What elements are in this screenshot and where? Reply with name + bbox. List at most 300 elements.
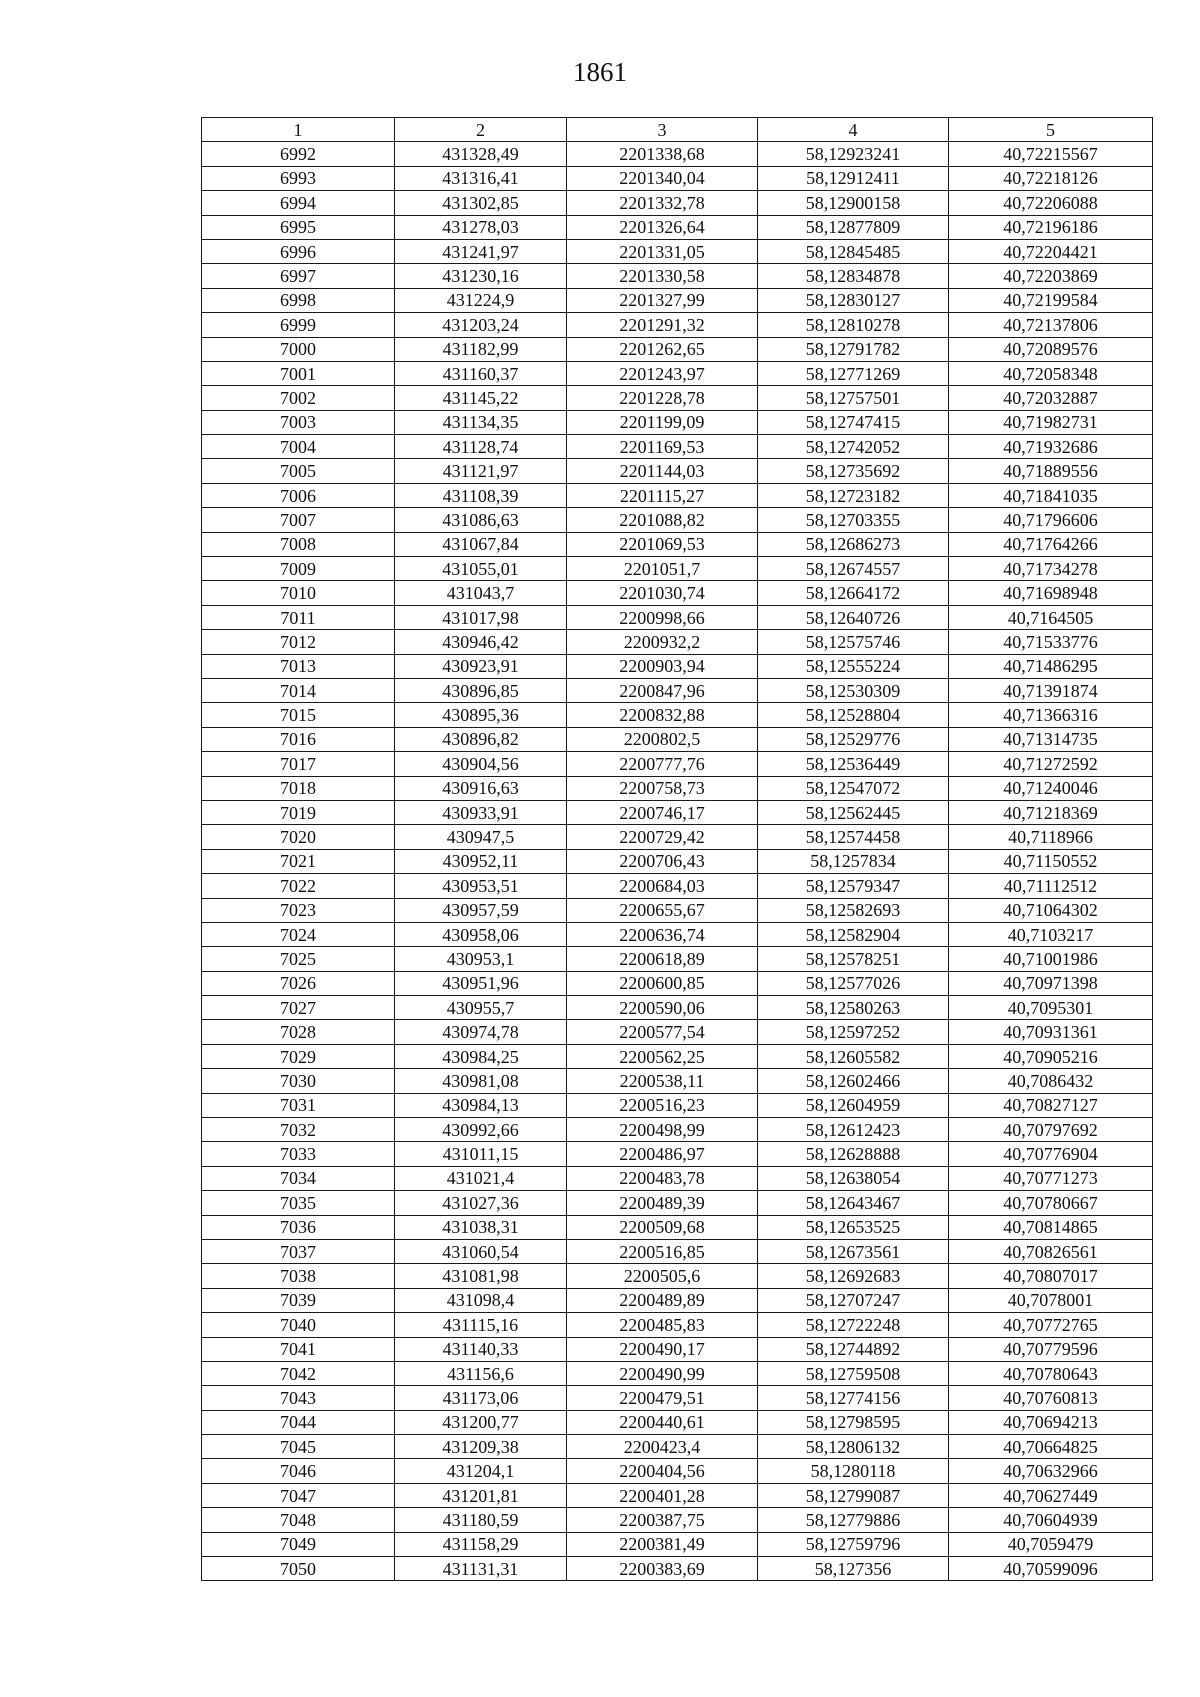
table-cell: 6997 — [202, 264, 395, 288]
table-row — [202, 874, 1153, 898]
table-cell: 40,71150552 — [949, 849, 1153, 873]
table-cell: 40,71240046 — [949, 776, 1153, 800]
table-cell: 58,12528804 — [758, 703, 949, 727]
table-cell: 7001 — [202, 361, 395, 385]
table-cell: 430955,7 — [395, 996, 567, 1020]
table-cell: 40,70599096 — [949, 1557, 1153, 1581]
table-cell: 431180,59 — [395, 1508, 567, 1532]
table-cell: 40,71764266 — [949, 532, 1153, 556]
table-row — [202, 1166, 1153, 1190]
table-cell: 2201326,64 — [567, 215, 758, 239]
table-row — [202, 947, 1153, 971]
table-cell: 430992,66 — [395, 1118, 567, 1142]
table-cell: 431158,29 — [395, 1532, 567, 1556]
table-cell: 58,12779886 — [758, 1508, 949, 1532]
table-cell: 431021,4 — [395, 1166, 567, 1190]
table-cell: 431302,85 — [395, 191, 567, 215]
table-row — [202, 1459, 1153, 1483]
table-cell: 58,12643467 — [758, 1191, 949, 1215]
table-row — [202, 1532, 1153, 1556]
table-cell: 40,70797692 — [949, 1118, 1153, 1142]
table-row — [202, 800, 1153, 824]
table-cell: 7013 — [202, 654, 395, 678]
table-cell: 430958,06 — [395, 922, 567, 946]
table-cell: 431055,01 — [395, 557, 567, 581]
table-cell: 58,12575746 — [758, 630, 949, 654]
table-cell: 2201169,53 — [567, 435, 758, 459]
table-cell: 7040 — [202, 1313, 395, 1337]
table-cell: 6998 — [202, 288, 395, 312]
table-cell: 58,12582693 — [758, 898, 949, 922]
table-cell: 40,7086432 — [949, 1069, 1153, 1093]
table-cell: 7025 — [202, 947, 395, 971]
table-row — [202, 557, 1153, 581]
table-cell: 2201331,05 — [567, 239, 758, 263]
table-cell: 2200489,89 — [567, 1288, 758, 1312]
table-row — [202, 337, 1153, 361]
table-cell: 7011 — [202, 605, 395, 629]
table-cell: 7031 — [202, 1093, 395, 1117]
table-cell: 7021 — [202, 849, 395, 873]
table-cell: 58,12686273 — [758, 532, 949, 556]
table-cell: 58,12791782 — [758, 337, 949, 361]
table-cell: 40,70827127 — [949, 1093, 1153, 1117]
table-cell: 2200401,28 — [567, 1483, 758, 1507]
table-cell: 2200903,94 — [567, 654, 758, 678]
table-cell: 40,71366316 — [949, 703, 1153, 727]
table-cell: 431121,97 — [395, 459, 567, 483]
table-cell: 58,12577026 — [758, 971, 949, 995]
table-cell: 7044 — [202, 1410, 395, 1434]
table-cell: 431067,84 — [395, 532, 567, 556]
table-cell: 2200440,61 — [567, 1410, 758, 1434]
table-row — [202, 1508, 1153, 1532]
table-cell: 2200381,49 — [567, 1532, 758, 1556]
table-cell: 7043 — [202, 1386, 395, 1410]
table-row — [202, 239, 1153, 263]
table-header — [202, 118, 1153, 142]
table-row — [202, 581, 1153, 605]
table-cell: 7017 — [202, 752, 395, 776]
table-cell: 58,12877809 — [758, 215, 949, 239]
table-cell: 58,12640726 — [758, 605, 949, 629]
table-cell: 7018 — [202, 776, 395, 800]
table-cell: 7004 — [202, 435, 395, 459]
table-cell: 58,12692683 — [758, 1264, 949, 1288]
table-cell: 58,12707247 — [758, 1288, 949, 1312]
table-cell: 40,71533776 — [949, 630, 1153, 654]
table-row — [202, 825, 1153, 849]
table-cell: 2200538,11 — [567, 1069, 758, 1093]
column-header: 3 — [567, 118, 758, 142]
table-row — [202, 1215, 1153, 1239]
table-cell: 58,127356 — [758, 1557, 949, 1581]
table-cell: 2200590,06 — [567, 996, 758, 1020]
table-cell: 58,12628888 — [758, 1142, 949, 1166]
table-cell: 7034 — [202, 1166, 395, 1190]
table-cell: 2200383,69 — [567, 1557, 758, 1581]
table-cell: 58,12673561 — [758, 1239, 949, 1263]
table-row — [202, 605, 1153, 629]
table-cell: 58,12653525 — [758, 1215, 949, 1239]
table-cell: 430904,56 — [395, 752, 567, 776]
table-cell: 431316,41 — [395, 166, 567, 190]
table-cell: 7036 — [202, 1215, 395, 1239]
table-row — [202, 776, 1153, 800]
table-cell: 40,70826561 — [949, 1239, 1153, 1263]
table-cell: 2201330,58 — [567, 264, 758, 288]
table-cell: 58,12830127 — [758, 288, 949, 312]
column-header: 4 — [758, 118, 949, 142]
table-cell: 430896,85 — [395, 678, 567, 702]
table-row — [202, 288, 1153, 312]
table-cell: 7033 — [202, 1142, 395, 1166]
table-cell: 430947,5 — [395, 825, 567, 849]
table-cell: 431098,4 — [395, 1288, 567, 1312]
table-cell: 58,12582904 — [758, 922, 949, 946]
table-cell: 7038 — [202, 1264, 395, 1288]
table-cell: 7019 — [202, 800, 395, 824]
table-cell: 2200847,96 — [567, 678, 758, 702]
table-row — [202, 898, 1153, 922]
table-cell: 58,12579347 — [758, 874, 949, 898]
table-cell: 7022 — [202, 874, 395, 898]
table-cell: 2200684,03 — [567, 874, 758, 898]
table-cell: 6996 — [202, 239, 395, 263]
table-cell: 58,12529776 — [758, 727, 949, 751]
table-cell: 40,72218126 — [949, 166, 1153, 190]
table-cell: 431173,06 — [395, 1386, 567, 1410]
table-cell: 58,12759796 — [758, 1532, 949, 1556]
table-cell: 40,71001986 — [949, 947, 1153, 971]
column-header: 2 — [395, 118, 567, 142]
table-row — [202, 166, 1153, 190]
table-cell: 58,12799087 — [758, 1483, 949, 1507]
table-row — [202, 1435, 1153, 1459]
table-row — [202, 1386, 1153, 1410]
table-cell: 2201069,53 — [567, 532, 758, 556]
table-cell: 431201,81 — [395, 1483, 567, 1507]
table-cell: 40,71314735 — [949, 727, 1153, 751]
table-row — [202, 1361, 1153, 1385]
table-cell: 40,71698948 — [949, 581, 1153, 605]
table-cell: 58,12834878 — [758, 264, 949, 288]
table-cell: 40,71841035 — [949, 483, 1153, 507]
table-cell: 2201340,04 — [567, 166, 758, 190]
table-cell: 431230,16 — [395, 264, 567, 288]
table-cell: 2200490,17 — [567, 1337, 758, 1361]
table-cell: 2200618,89 — [567, 947, 758, 971]
table-cell: 40,71391874 — [949, 678, 1153, 702]
table-cell: 7024 — [202, 922, 395, 946]
table-row — [202, 703, 1153, 727]
table-cell: 40,7078001 — [949, 1288, 1153, 1312]
table-cell: 58,12742052 — [758, 435, 949, 459]
table-cell: 58,12923241 — [758, 142, 949, 166]
table-cell: 7039 — [202, 1288, 395, 1312]
table-cell: 7032 — [202, 1118, 395, 1142]
table-cell: 40,70971398 — [949, 971, 1153, 995]
table-cell: 2201088,82 — [567, 508, 758, 532]
table-cell: 40,70627449 — [949, 1483, 1153, 1507]
table-cell: 40,72089576 — [949, 337, 1153, 361]
table-cell: 431156,6 — [395, 1361, 567, 1385]
table-row — [202, 996, 1153, 1020]
table-row — [202, 410, 1153, 434]
table-cell: 2201051,7 — [567, 557, 758, 581]
table-cell: 6995 — [202, 215, 395, 239]
table-cell: 7037 — [202, 1239, 395, 1263]
table-cell: 7012 — [202, 630, 395, 654]
table-cell: 431204,1 — [395, 1459, 567, 1483]
table-cell: 40,70664825 — [949, 1435, 1153, 1459]
table-cell: 431278,03 — [395, 215, 567, 239]
table-row — [202, 678, 1153, 702]
table-cell: 431081,98 — [395, 1264, 567, 1288]
table-cell: 58,12759508 — [758, 1361, 949, 1385]
table-cell: 431224,9 — [395, 288, 567, 312]
table-cell: 2200479,51 — [567, 1386, 758, 1410]
table-row — [202, 752, 1153, 776]
table-row — [202, 1118, 1153, 1142]
table-cell: 430923,91 — [395, 654, 567, 678]
table-cell: 40,72199584 — [949, 288, 1153, 312]
table-row — [202, 727, 1153, 751]
table-cell: 430953,1 — [395, 947, 567, 971]
table-cell: 2200489,39 — [567, 1191, 758, 1215]
table-cell: 7049 — [202, 1532, 395, 1556]
table-cell: 431043,7 — [395, 581, 567, 605]
table-cell: 2200498,99 — [567, 1118, 758, 1142]
table-row — [202, 1264, 1153, 1288]
table-cell: 58,12798595 — [758, 1410, 949, 1434]
table-cell: 58,12597252 — [758, 1020, 949, 1044]
table-cell: 58,1280118 — [758, 1459, 949, 1483]
table-cell: 40,72058348 — [949, 361, 1153, 385]
table-cell: 430895,36 — [395, 703, 567, 727]
table-row — [202, 1069, 1153, 1093]
table-cell: 7042 — [202, 1361, 395, 1385]
table-cell: 58,12747415 — [758, 410, 949, 434]
table-cell: 2200516,85 — [567, 1239, 758, 1263]
table-cell: 2201327,99 — [567, 288, 758, 312]
table-cell: 2200758,73 — [567, 776, 758, 800]
table-cell: 430984,13 — [395, 1093, 567, 1117]
table-cell: 7008 — [202, 532, 395, 556]
table-cell: 40,70760813 — [949, 1386, 1153, 1410]
table-cell: 2200998,66 — [567, 605, 758, 629]
table-cell: 7006 — [202, 483, 395, 507]
table-body — [202, 142, 1153, 1581]
table-cell: 7047 — [202, 1483, 395, 1507]
table-cell: 58,12604959 — [758, 1093, 949, 1117]
table-cell: 40,71796606 — [949, 508, 1153, 532]
table-cell: 431131,31 — [395, 1557, 567, 1581]
coordinates-table — [201, 117, 1153, 1581]
table-cell: 2200600,85 — [567, 971, 758, 995]
column-header: 5 — [949, 118, 1153, 142]
table-cell: 431086,63 — [395, 508, 567, 532]
table-cell: 2200490,99 — [567, 1361, 758, 1385]
table-cell: 58,12757501 — [758, 386, 949, 410]
table-cell: 431209,38 — [395, 1435, 567, 1459]
table-cell: 431115,16 — [395, 1313, 567, 1337]
table-row — [202, 215, 1153, 239]
table-cell: 430946,42 — [395, 630, 567, 654]
table-cell: 40,70694213 — [949, 1410, 1153, 1434]
table-cell: 2200483,78 — [567, 1166, 758, 1190]
table-cell: 2201115,27 — [567, 483, 758, 507]
table-row — [202, 508, 1153, 532]
table-cell: 40,70905216 — [949, 1044, 1153, 1068]
table-cell: 58,12562445 — [758, 800, 949, 824]
table-cell: 431328,49 — [395, 142, 567, 166]
table-row — [202, 1093, 1153, 1117]
table-cell: 2200746,17 — [567, 800, 758, 824]
table-cell: 2200516,23 — [567, 1093, 758, 1117]
table-cell: 40,72203869 — [949, 264, 1153, 288]
table-cell: 40,71982731 — [949, 410, 1153, 434]
table-row — [202, 1483, 1153, 1507]
table-row — [202, 1239, 1153, 1263]
table-row — [202, 1410, 1153, 1434]
table-cell: 2201338,68 — [567, 142, 758, 166]
table-cell: 430951,96 — [395, 971, 567, 995]
table-cell: 58,12638054 — [758, 1166, 949, 1190]
table-cell: 2200777,76 — [567, 752, 758, 776]
table-cell: 431203,24 — [395, 313, 567, 337]
table-cell: 7014 — [202, 678, 395, 702]
table-cell: 6993 — [202, 166, 395, 190]
table-row — [202, 1020, 1153, 1044]
table-cell: 58,1257834 — [758, 849, 949, 873]
table-cell: 58,12806132 — [758, 1435, 949, 1459]
table-row — [202, 532, 1153, 556]
table-cell: 58,12674557 — [758, 557, 949, 581]
table-cell: 7027 — [202, 996, 395, 1020]
table-cell: 2200577,54 — [567, 1020, 758, 1044]
table-cell: 40,70931361 — [949, 1020, 1153, 1044]
table-cell: 40,70814865 — [949, 1215, 1153, 1239]
table-cell: 58,12723182 — [758, 483, 949, 507]
table-cell: 431160,37 — [395, 361, 567, 385]
table-cell: 40,72196186 — [949, 215, 1153, 239]
table-cell: 6999 — [202, 313, 395, 337]
table-cell: 430984,25 — [395, 1044, 567, 1068]
table-cell: 40,72204421 — [949, 239, 1153, 263]
table-cell: 58,12735692 — [758, 459, 949, 483]
table-cell: 7015 — [202, 703, 395, 727]
table-cell: 58,12612423 — [758, 1118, 949, 1142]
table-cell: 7002 — [202, 386, 395, 410]
table-row — [202, 386, 1153, 410]
table-cell: 2200486,97 — [567, 1142, 758, 1166]
table-cell: 7046 — [202, 1459, 395, 1483]
table-cell: 2200423,4 — [567, 1435, 758, 1459]
table-cell: 58,12602466 — [758, 1069, 949, 1093]
table-cell: 40,7118966 — [949, 825, 1153, 849]
table-cell: 2200404,56 — [567, 1459, 758, 1483]
table-cell: 430896,82 — [395, 727, 567, 751]
table-cell: 7000 — [202, 337, 395, 361]
table-cell: 2200706,43 — [567, 849, 758, 873]
table-cell: 58,12578251 — [758, 947, 949, 971]
table-cell: 430916,63 — [395, 776, 567, 800]
table-cell: 58,12774156 — [758, 1386, 949, 1410]
table-cell: 2200485,83 — [567, 1313, 758, 1337]
table-cell: 58,12845485 — [758, 239, 949, 263]
table-cell: 40,72215567 — [949, 142, 1153, 166]
table-cell: 431027,36 — [395, 1191, 567, 1215]
table-cell: 58,12703355 — [758, 508, 949, 532]
table-row — [202, 435, 1153, 459]
table-cell: 40,7103217 — [949, 922, 1153, 946]
table-cell: 431200,77 — [395, 1410, 567, 1434]
table-cell: 58,12771269 — [758, 361, 949, 385]
table-cell: 7050 — [202, 1557, 395, 1581]
table-cell: 40,71486295 — [949, 654, 1153, 678]
table-cell: 40,70779596 — [949, 1337, 1153, 1361]
table-row — [202, 1142, 1153, 1166]
table-cell: 40,71932686 — [949, 435, 1153, 459]
table-cell: 40,70632966 — [949, 1459, 1153, 1483]
table-cell: 430933,91 — [395, 800, 567, 824]
table-cell: 2200655,67 — [567, 898, 758, 922]
table-cell: 40,72206088 — [949, 191, 1153, 215]
table-cell: 40,70771273 — [949, 1166, 1153, 1190]
table-cell: 2200636,74 — [567, 922, 758, 946]
table-cell: 40,70780667 — [949, 1191, 1153, 1215]
table-cell: 431011,15 — [395, 1142, 567, 1166]
table-cell: 58,12530309 — [758, 678, 949, 702]
table-cell: 2200802,5 — [567, 727, 758, 751]
table-cell: 40,71064302 — [949, 898, 1153, 922]
table-row — [202, 142, 1153, 166]
table-cell: 2200832,88 — [567, 703, 758, 727]
table-cell: 431060,54 — [395, 1239, 567, 1263]
table-cell: 40,71218369 — [949, 800, 1153, 824]
table-cell: 431017,98 — [395, 605, 567, 629]
table-cell: 40,7095301 — [949, 996, 1153, 1020]
table-cell: 2201332,78 — [567, 191, 758, 215]
table-cell: 40,70604939 — [949, 1508, 1153, 1532]
table-cell: 2201199,09 — [567, 410, 758, 434]
table-cell: 58,12605582 — [758, 1044, 949, 1068]
table-row — [202, 1288, 1153, 1312]
table-row — [202, 922, 1153, 946]
table-cell: 7007 — [202, 508, 395, 532]
table-row — [202, 971, 1153, 995]
table-cell: 431038,31 — [395, 1215, 567, 1239]
table-cell: 40,71272592 — [949, 752, 1153, 776]
table-cell: 7010 — [202, 581, 395, 605]
table-cell: 40,72137806 — [949, 313, 1153, 337]
table-row — [202, 1044, 1153, 1068]
table-cell: 430957,59 — [395, 898, 567, 922]
header-row — [202, 118, 1153, 142]
table-cell: 2201262,65 — [567, 337, 758, 361]
table-cell: 7028 — [202, 1020, 395, 1044]
table-cell: 2201030,74 — [567, 581, 758, 605]
table-cell: 58,12580263 — [758, 996, 949, 1020]
table-cell: 58,12574458 — [758, 825, 949, 849]
table-cell: 431182,99 — [395, 337, 567, 361]
table-cell: 2200562,25 — [567, 1044, 758, 1068]
table-cell: 2200932,2 — [567, 630, 758, 654]
table-cell: 40,72032887 — [949, 386, 1153, 410]
table-row — [202, 1313, 1153, 1337]
table-cell: 40,71112512 — [949, 874, 1153, 898]
